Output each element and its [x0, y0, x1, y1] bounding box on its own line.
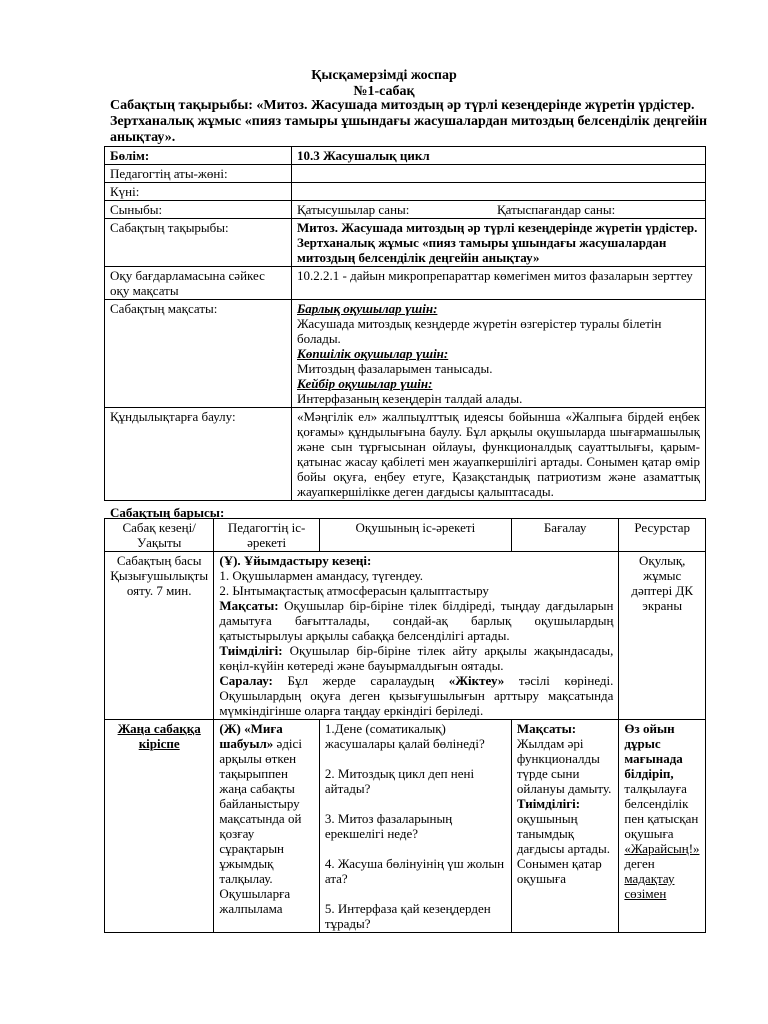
goal-most-text: Митоздың фазаларымен танысады. — [297, 361, 493, 376]
resources-intro — [619, 720, 706, 933]
topic-value: Митоз. Жасушада митоздың әр түрлі кезеңдерінде жүретін үрдістер. Зертханалық жұмыс «пияз тамыры ұшындағы жасушалардан митоздың белсенділік деңгейін анықтау» — [292, 219, 706, 267]
org-item-2: 2. Ынтымақтастық атмосферасын қалыптастыру — [219, 583, 489, 598]
section-value: 10.3 Жасушалық цикл — [292, 147, 706, 165]
res-bold: Өз ойын дұрыс мағынада білдіріп, — [624, 721, 683, 781]
lesson-info-table — [104, 146, 706, 501]
org-item-1: 1. Оқушылармен амандасу, түгендеу. — [219, 568, 423, 583]
org-eff-label: Тиімділігі: — [219, 643, 283, 658]
table-row — [105, 300, 706, 408]
goal-value — [292, 300, 706, 408]
goal-some-text: Интерфазаның кезеңдерін талдай алады. — [297, 391, 523, 406]
org-eff-text: Оқушылар бір-біріне тілек айту арқылы жақындасады, көңіл-күйін көтереді және бауырмалдығын оятады. — [219, 643, 614, 673]
objective-value: 10.2.2.1 - дайын микропрепараттар көмегімен митоз фазаларын зерттеу — [292, 267, 706, 300]
res-text: талқылауға белсенділік пен қатысқан оқушыға — [624, 781, 699, 841]
teacher-intro — [214, 720, 320, 933]
table-header-row — [105, 519, 706, 552]
table-row — [105, 219, 706, 267]
res-link2: мадақтау сөзімен — [624, 871, 675, 901]
org-goal-label: Мақсаты: — [219, 598, 279, 613]
org-diff-text-2: тәсілі көрінеді. Оқушылардың оқуға деген қызығушылығын арттыру мақсатында мүмкіндігінше оларға таңдау еркіндігі беріледі. — [219, 673, 614, 718]
table-row — [105, 165, 706, 183]
resources-start: Оқулық, жұмыс дәптері ДК экраны — [619, 552, 706, 720]
assess-goal-label: Мақсаты: — [516, 721, 577, 736]
question-1: 1.Дене (соматикалық) жасушалары қалай бөлінеді? — [324, 721, 485, 751]
table-row — [105, 408, 706, 501]
org-diff — [219, 673, 613, 718]
date-value — [292, 183, 706, 201]
org-diff-text-1: Бұл жерде саралаудың — [272, 673, 449, 688]
header-resources: Ресурстар — [619, 519, 706, 552]
question-5: 5. Интерфаза қай кезеңдерден тұрады? — [324, 901, 491, 931]
progress-title: Сабақтың барысы: — [110, 505, 225, 520]
header-student: Оқушының іс-әрекеті — [319, 519, 511, 552]
org-title: (Ұ). Ұйымдастыру кезеңі: — [219, 553, 372, 568]
org-goal-text: Оқушылар бір-біріне тілек білдіреді, тыңдау дағдыларын дамытуға бағытталады, сондай-ақ барлық оқушылардың қатыстырылуы арқылы сабаққа белсенділігі артады. — [219, 598, 614, 643]
org-effect — [219, 643, 613, 673]
table-row — [105, 183, 706, 201]
goal-most-heading: Көпшілік оқушылар үшін: — [297, 346, 449, 361]
section-label: Бөлім: — [105, 147, 292, 165]
lesson-number: №1-сабақ — [353, 84, 415, 99]
values-text: «Мәңгілік ел» жалпыұлттық идеясы бойынша «Жалпыға бірдей еңбек қоғамы» құндылығына баулу. Бұл арқылы оқушыларда шығармашылық және сын тұрғысынан ойлауы, функционалдық сауаттылығы, қарым-қатынас жасау қабілеті мен жауапкершілігі артады. Сонымен қатар өмір бойы оқуға, еңбеу етуге, Қазақстандық патриотизм және азаматтық жауапкершілікке деген дағдысы қалыптасады. — [292, 408, 706, 501]
goal-some-heading: Кейбір оқушылар үшін: — [297, 376, 433, 391]
question-4: 4. Жасуша бөлінуінің үш жолын ата? — [324, 856, 505, 886]
org-goal — [219, 598, 613, 643]
values-label: Құндылықтарға баулу: — [105, 408, 292, 501]
goal-label: Сабақтың мақсаты: — [105, 300, 292, 408]
question-3: 3. Митоз фазаларының ерекшелігі неде? — [324, 811, 453, 841]
assess-eff-text: оқушының танымдық дағдысы артады. Сонымен қатар оқушыға — [516, 811, 610, 886]
teacher-label: Педагогтің аты-жөні: — [105, 165, 292, 183]
teacher-value — [292, 165, 706, 183]
date-label: Күні: — [105, 183, 292, 201]
present-label: Қатысушылар саны: — [292, 201, 493, 219]
header-stage: Сабақ кезеңі/Уақыты — [105, 519, 214, 552]
res-text2: деген — [624, 856, 655, 871]
absent-label: Қатыспағандар саны: — [492, 201, 706, 219]
question-2: 2. Митоздық цикл деп нені айтады? — [324, 766, 475, 796]
org-diff-bold: «Жіктеу» — [448, 673, 505, 688]
student-questions — [319, 720, 511, 933]
table-row — [105, 552, 706, 720]
stage-start: Сабақтың басы Қызығушылықты ояту. 7 мин. — [105, 552, 214, 720]
table-row — [105, 147, 706, 165]
teacher-intro-bold: (Ж) «Миға шабуыл» — [219, 721, 283, 751]
document-title: Қысқамерзімді жоспар — [311, 68, 457, 83]
org-diff-label: Саралау: — [219, 673, 273, 688]
lesson-progress-table — [104, 518, 706, 933]
goal-all-heading: Барлық оқушылар үшін: — [297, 301, 438, 316]
header-teacher: Педагогтің іс-әрекеті — [214, 519, 320, 552]
stage-intro: Жаңа сабаққа кіріспе — [105, 720, 214, 933]
topic-label: Сабақтың тақырыбы: — [105, 219, 292, 267]
objective-label: Оқу бағдарламасына сәйкес оқу мақсаты — [105, 267, 292, 300]
table-row — [105, 267, 706, 300]
teacher-intro-text: әдісі арқылы өткен тақырыппен жаңа сабақты байланыстыру мақсатында ой қозғау сұрақтарын ұжымдық талқылау. Оқушыларға жалпылама — [219, 736, 302, 916]
assessment-intro — [511, 720, 619, 933]
org-stage-cell — [214, 552, 619, 720]
header-assessment: Бағалау — [511, 519, 619, 552]
table-row — [105, 720, 706, 933]
table-row — [105, 201, 706, 219]
res-link: «Жарайсың!» — [624, 841, 700, 856]
assess-goal-text: Жылдам әрі функционалды түрде сыни ойлануы дамыту. — [516, 736, 612, 796]
class-label: Сыныбы: — [105, 201, 292, 219]
lesson-topic-heading: Сабақтың тақырыбы: «Митоз. Жасушада митоздың әр түрлі кезеңдерінде жүретін үрдістер. Зертханалық жұмыс «пияз тамыры ұшындағы жасушалардан митоздың белсенділік деңгейін анықтау». — [110, 98, 708, 145]
goal-all-text: Жасушада митоздық кезңдерде жүретін өзгерістер туралы білетін болады. — [297, 316, 662, 346]
assess-eff-label: Тиімділігі: — [516, 796, 581, 811]
